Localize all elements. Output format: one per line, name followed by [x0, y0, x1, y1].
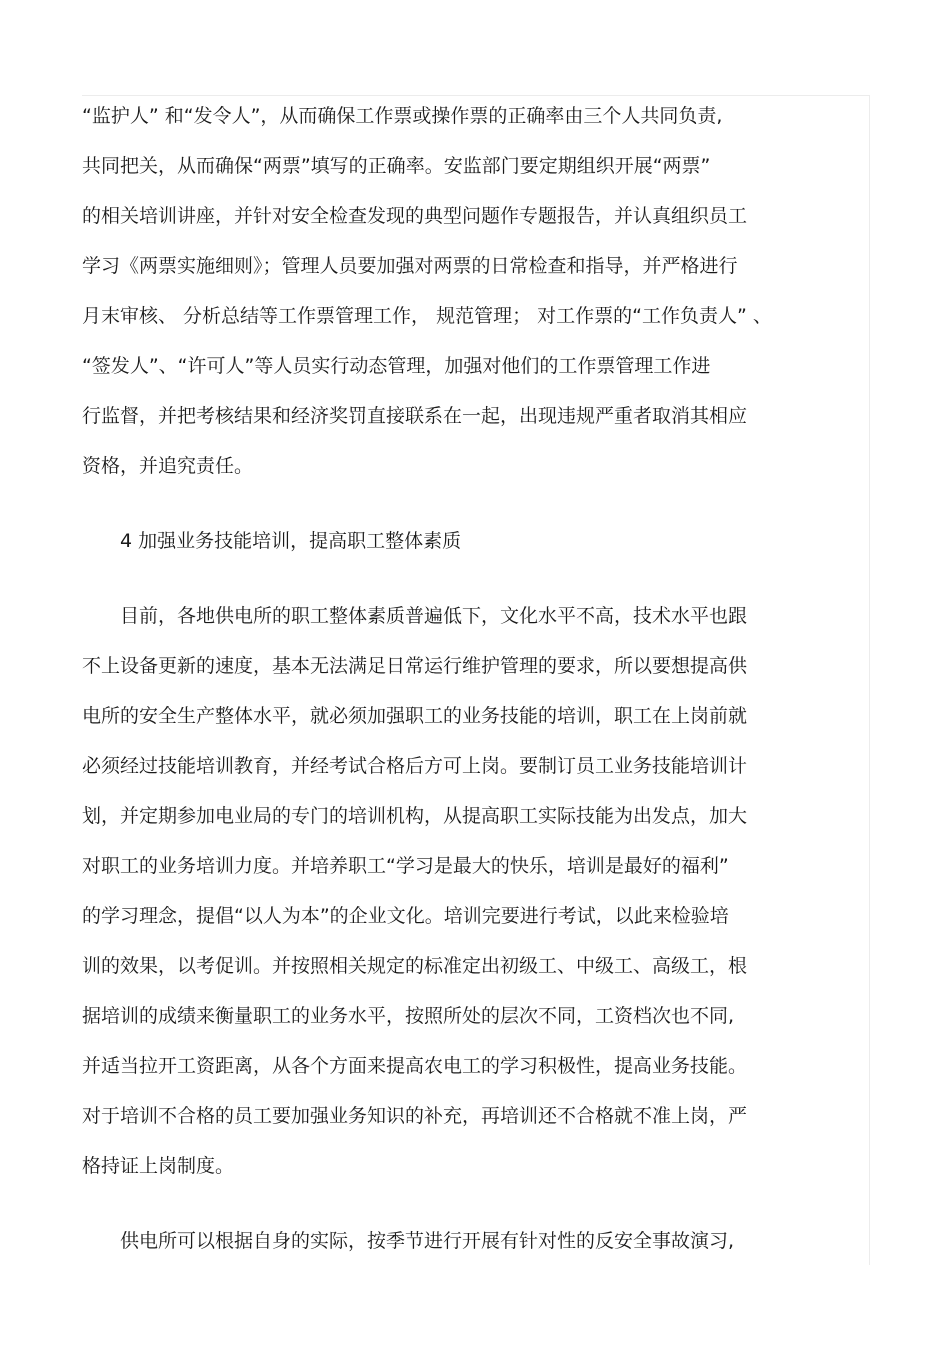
- text-line: 电所的安全生产整体水平，就必须加强职工的业务技能的培训，职工在上岗前就: [82, 705, 748, 727]
- text-line: “监护人” 和“发令人”，从而确保工作票或操作票的正确率由三个人共同负责,: [82, 105, 723, 127]
- paragraph-skills-training: [82, 598, 872, 1185]
- text-line: 供电所可以根据自身的实际，按季节进行开展有针对性的反安全事故演习,: [120, 1230, 735, 1252]
- text-line: 目前，各地供电所的职工整体素质普遍低下，文化水平不高，技术水平也跟: [120, 605, 748, 627]
- document-body: [82, 98, 872, 1273]
- paragraph-gap: [82, 573, 872, 598]
- text-line: 对于培训不合格的员工要加强业务知识的补充，再培训还不合格就不准上岗，严: [82, 1105, 748, 1127]
- text-line: 的相关培训讲座，并针对安全检查发现的典型问题作专题报告，并认真组织员工: [82, 205, 748, 227]
- text-line: 对职工的业务培训力度。并培养职工“学习是最大的快乐，培训是最好的福利”: [82, 855, 729, 877]
- page-border-top: [82, 95, 870, 96]
- text-line: 训的效果，以考促训。并按照相关规定的标准定出初级工、中级工、高级工，根: [82, 955, 748, 977]
- paragraph-safety-drills: [82, 1223, 872, 1260]
- paragraph-gap: [82, 498, 872, 523]
- paragraph-two-tickets-management: [82, 98, 872, 485]
- text-line: 行监督，并把考核结果和经济奖罚直接联系在一起，出现违规严重者取消其相应: [82, 405, 748, 427]
- text-line: 月末审核、 分析总结等工作票管理工作， 规范管理； 对工作票的“工作负责人” 、: [82, 305, 772, 327]
- text-line: 资格，并追究责任。: [82, 455, 254, 477]
- paragraph-gap: [82, 1198, 872, 1223]
- text-line: 据培训的成绩来衡量职工的业务水平，按照所处的层次不同，工资档次也不同,: [82, 1005, 735, 1027]
- text-line: 不上设备更新的速度，基本无法满足日常运行维护管理的要求，所以要想提高供: [82, 655, 748, 677]
- text-line: 学习《两票实施细则》；管理人员要加强对两票的日常检查和指导，并严格进行: [82, 255, 738, 277]
- text-line: “签发人”、“许可人”等人员实行动态管理，加强对他们的工作票管理工作进: [82, 355, 711, 377]
- text-line: 划，并定期参加电业局的专门的培训机构，从提高职工实际技能为出发点，加大: [82, 805, 748, 827]
- text-line: 共同把关，从而确保“两票”填写的正确率。安监部门要定期组织开展“两票”: [82, 155, 711, 177]
- section-heading: 4 加强业务技能培训，提高职工整体素质: [120, 530, 462, 552]
- text-line: 的学习理念，提倡“以人为本”的企业文化。培训完要进行考试，以此来检验培: [82, 905, 729, 927]
- text-line: 必须经过技能培训教育，并经考试合格后方可上岗。要制订员工业务技能培训计: [82, 755, 748, 777]
- text-line: 并适当拉开工资距离，从各个方面来提高农电工的学习积极性，提高业务技能。: [82, 1055, 748, 1077]
- text-line: 格持证上岗制度。: [82, 1155, 235, 1177]
